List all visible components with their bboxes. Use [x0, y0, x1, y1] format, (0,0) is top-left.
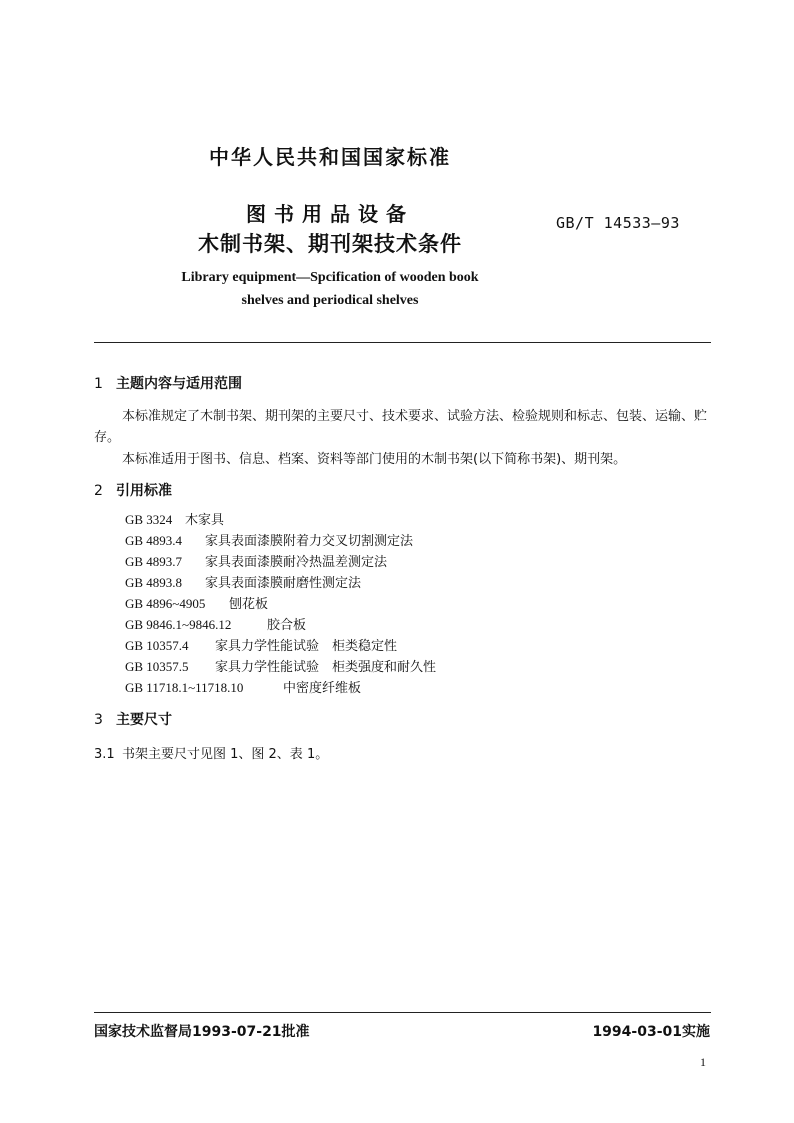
- footer-divider: [94, 1012, 711, 1013]
- list-item: [125, 509, 436, 530]
- section-3-title: 主要尺寸: [116, 712, 172, 728]
- section-1-para1-line2: 存。: [94, 430, 121, 445]
- section-2-number: 2: [94, 483, 103, 499]
- reference-name: 刨花板: [229, 597, 269, 612]
- reference-code: GB 4896~4905: [125, 596, 206, 611]
- reference-code: GB 4893.4: [125, 533, 183, 548]
- document-title-line1: 图书用品设备: [246, 202, 414, 226]
- reference-name: 中密度纤维板: [283, 681, 362, 696]
- implementation-date: 1994-03-01实施: [592, 1024, 710, 1040]
- reference-name: 家具表面漆膜耐冷热温差测定法: [205, 555, 388, 570]
- reference-list: [125, 509, 436, 698]
- list-item: [125, 551, 436, 572]
- reference-code: GB 10357.5: [125, 659, 189, 674]
- reference-code: GB 9846.1~9846.12: [125, 617, 232, 632]
- list-item: [125, 656, 436, 677]
- section-1-title: 主题内容与适用范围: [116, 376, 242, 392]
- english-title-line1: Library equipment—Spcification of wooden book: [181, 270, 479, 285]
- reference-code: GB 4893.8: [125, 575, 183, 590]
- list-item: [125, 677, 436, 698]
- section-1-para2: 本标准适用于图书、信息、档案、资料等部门使用的木制书架(以下简称书架)、期刊架。: [122, 452, 627, 467]
- english-title-line2: shelves and periodical shelves: [241, 293, 419, 308]
- reference-name: 家具力学性能试验 柜类稳定性: [215, 639, 398, 654]
- reference-name: 木家具: [185, 513, 225, 528]
- document-title-line2: 木制书架、期刊架技术条件: [198, 232, 462, 256]
- page-number: 1: [700, 1055, 706, 1069]
- clause-3-1: [94, 743, 328, 762]
- section-2-heading: [94, 480, 172, 500]
- clause-3-1-text: 书架主要尺寸见图 1、图 2、表 1。: [122, 747, 329, 762]
- reference-code: GB 3324: [125, 512, 173, 527]
- section-1-para1-line1: 本标准规定了木制书架、期刊架的主要尺寸、技术要求、试验方法、检验规则和标志、包装、运输、贮: [122, 409, 708, 424]
- section-2-title: 引用标准: [116, 483, 172, 499]
- section-1-number: 1: [94, 376, 103, 392]
- section-3-number: 3: [94, 712, 103, 728]
- national-standard-heading: 中华人民共和国国家标准: [209, 145, 451, 169]
- reference-code: GB 11718.1~11718.10: [125, 680, 244, 695]
- list-item: [125, 614, 436, 635]
- list-item: [125, 635, 436, 656]
- reference-code: GB 4893.7: [125, 554, 183, 569]
- list-item: [125, 572, 436, 593]
- list-item: [125, 593, 436, 614]
- standard-code: GB/T 14533—93: [556, 214, 680, 232]
- reference-name: 家具表面漆膜附着力交叉切割测定法: [205, 534, 414, 549]
- section-3-heading: [94, 709, 172, 729]
- reference-name: 家具力学性能试验 柜类强度和耐久性: [215, 660, 437, 675]
- approval-line: 国家技术监督局1993-07-21批准: [94, 1024, 310, 1040]
- clause-3-1-number: 3.1: [94, 747, 115, 762]
- list-item: [125, 530, 436, 551]
- reference-code: GB 10357.4: [125, 638, 189, 653]
- header-divider: [94, 342, 711, 343]
- reference-name: 胶合板: [267, 618, 307, 633]
- section-1-heading: [94, 373, 242, 393]
- reference-name: 家具表面漆膜耐磨性测定法: [205, 576, 362, 591]
